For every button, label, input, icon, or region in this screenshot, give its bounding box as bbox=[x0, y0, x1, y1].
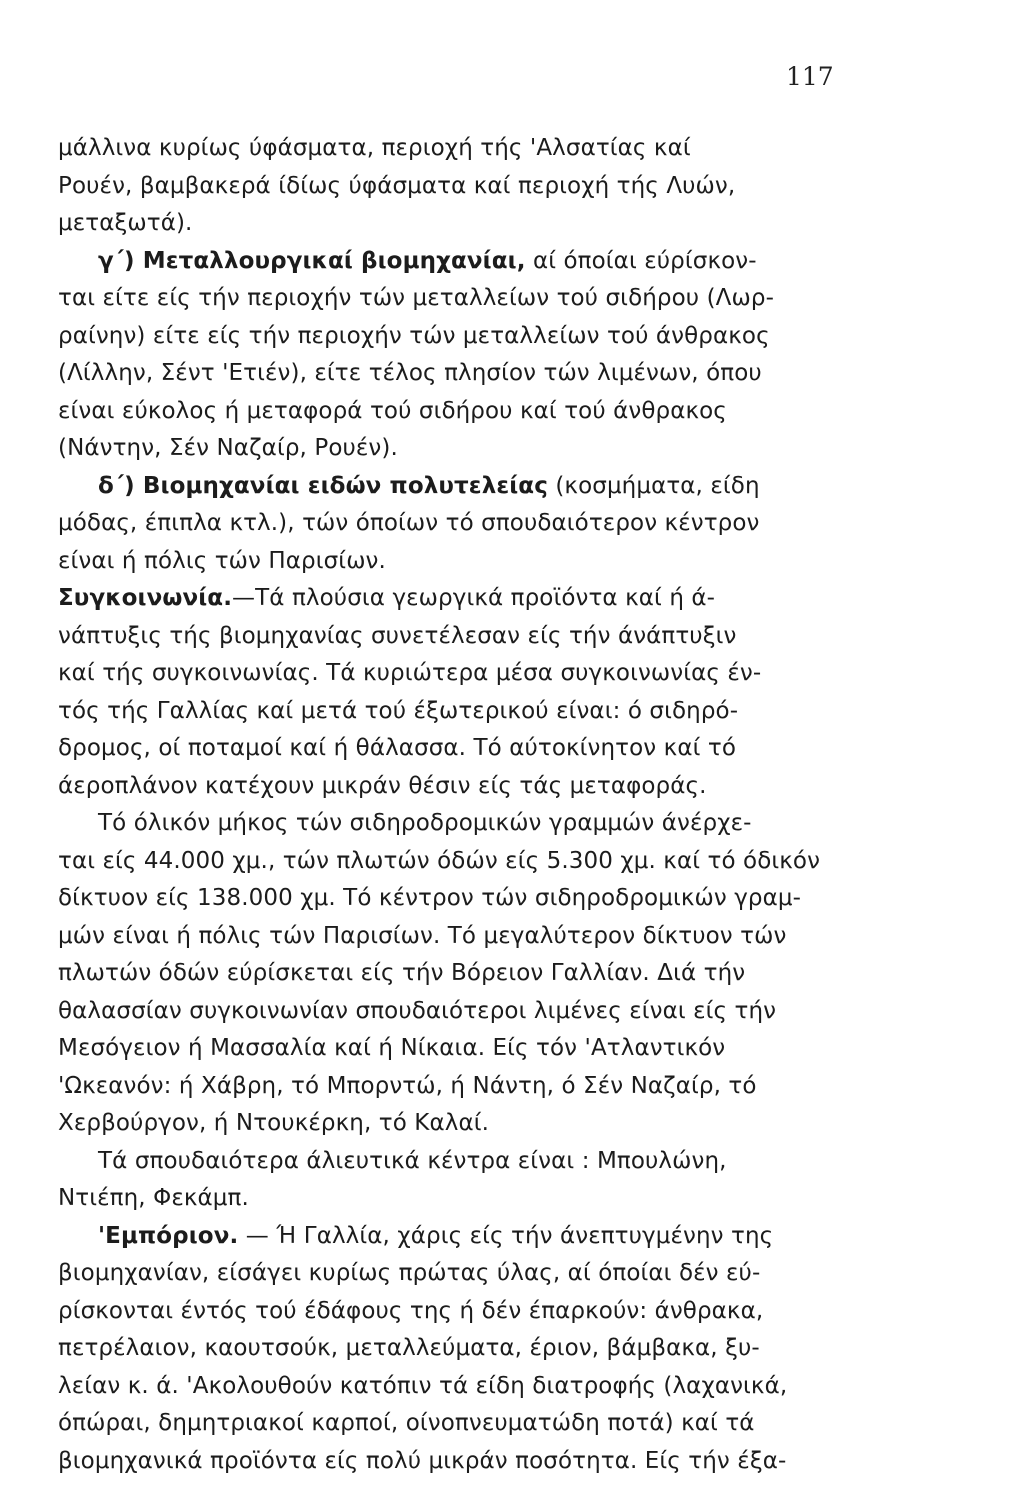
line-text: (κοσμήματα, είδη bbox=[547, 472, 760, 499]
line-text: — Ή Γαλλία, χάρις είς τήν άνεπτυγμένην της bbox=[238, 1222, 774, 1249]
text-line bbox=[58, 1180, 866, 1218]
text-line bbox=[58, 1405, 866, 1443]
line-text: λείαν κ. ά. 'Ακολουθούν κατόπιν τά είδη διατροφής (λαχανικά, bbox=[58, 1372, 788, 1399]
line-text: δίκτυον είς 138.000 χμ. Τό κέντρον τών σιδηροδρομικών γραμ- bbox=[58, 885, 802, 911]
text-line bbox=[58, 468, 866, 506]
bold-heading: 'Εμπόριον. bbox=[98, 1222, 239, 1249]
text-line bbox=[58, 1143, 866, 1181]
text-line bbox=[58, 1255, 866, 1293]
line-text: ται είτε είς τήν περιοχήν τών μεταλλείων τού σιδήρου (Λωρ- bbox=[58, 285, 774, 311]
text-line bbox=[58, 768, 866, 806]
text-line bbox=[58, 1443, 866, 1481]
line-text: μών είναι ή πόλις τών Παρισίων. Τό μεγαλύτερον δίκτυον τών bbox=[58, 922, 787, 949]
line-text: Τό όλικόν μήκος τών σιδηροδρομικών γραμμών άνέρχε- bbox=[98, 810, 752, 836]
text-line bbox=[58, 543, 866, 581]
text-line bbox=[58, 1218, 866, 1256]
line-text: θαλασσίαν συγκοινωνίαν σπουδαιότεροι λιμένες είναι είς τήν bbox=[58, 997, 777, 1024]
line-text: (Λίλλην, Σέντ 'Ετιέν), είτε τέλος πλησίον τών λιμένων, όπου bbox=[58, 360, 762, 386]
line-text: καί τής συγκοινωνίας. Τά κυριώτερα μέσα συγκοινωνίας έν- bbox=[58, 660, 762, 686]
line-text: ρίσκονται έντός τού έδάφους της ή δέν έπαρκούν: άνθρακα, bbox=[58, 1297, 764, 1324]
line-text: Ρουέν, βαμβακερά ίδίως ύφάσματα καί περιοχή τής Λυών, bbox=[58, 172, 736, 199]
text-line bbox=[58, 655, 866, 693]
text-line bbox=[58, 393, 866, 431]
line-text: βιομηχανικά προϊόντα είς πολύ μικράν ποσότητα. Είς τήν έξα- bbox=[58, 1447, 787, 1474]
text-line bbox=[58, 805, 866, 843]
line-text: Χερβούργον, ή Ντουκέρκη, τό Καλαί. bbox=[58, 1110, 489, 1136]
text-line bbox=[58, 1368, 866, 1406]
line-text: ται είς 44.000 χμ., τών πλωτών όδών είς 5.300 χμ. καί τό όδικόν bbox=[58, 847, 821, 874]
text-line bbox=[58, 243, 866, 281]
bold-heading: Συγκοινωνία. bbox=[58, 585, 233, 611]
line-text: μεταξωτά). bbox=[58, 210, 193, 236]
text-line bbox=[58, 168, 866, 206]
text-line bbox=[58, 205, 866, 243]
text-line bbox=[58, 918, 866, 956]
text-line bbox=[58, 430, 866, 468]
text-line bbox=[58, 693, 866, 731]
text-line bbox=[58, 505, 866, 543]
text-line bbox=[58, 880, 866, 918]
line-text: —Τά πλούσια γεωργικά προϊόντα καί ή ά- bbox=[232, 585, 716, 611]
line-text: πετρέλαιον, καουτσούκ, μεταλλεύματα, έριον, βάμβακα, ξυ- bbox=[58, 1335, 760, 1361]
line-text: όπώραι, δημητριακοί καρποί, οίνοπνευματώδη ποτά) καί τά bbox=[58, 1410, 755, 1436]
text-line bbox=[58, 580, 866, 618]
line-text: Μεσόγειον ή Μασσαλία καί ή Νίκαια. Είς τόν 'Ατλαντικόν bbox=[58, 1035, 726, 1061]
text-line bbox=[58, 1068, 866, 1106]
line-text: Ντιέπη, Φεκάμπ. bbox=[58, 1185, 249, 1211]
body-text bbox=[58, 130, 866, 1480]
line-text: 'Ωκεανόν: ή Χάβρη, τό Μπορντώ, ή Νάντη, ό Σέν Ναζαίρ, τό bbox=[58, 1072, 757, 1099]
line-text: νάπτυξις τής βιομηχανίας συνετέλεσαν είς τήν άνάπτυξιν bbox=[58, 622, 737, 649]
text-line bbox=[58, 318, 866, 356]
line-text: βιομηχανίαν, είσάγει κυρίως πρώτας ύλας, αί όποίαι δέν εύ- bbox=[58, 1260, 761, 1286]
text-line bbox=[58, 355, 866, 393]
text-line bbox=[58, 1105, 866, 1143]
text-line bbox=[58, 1030, 866, 1068]
line-text: ραίνην) είτε είς τήν περιοχήν τών μεταλλείων τού άνθρακος bbox=[58, 322, 770, 349]
text-line bbox=[58, 130, 866, 168]
text-line bbox=[58, 843, 866, 881]
text-line bbox=[58, 618, 866, 656]
bold-heading: γ΄) Μεταλλουργικαί βιομηχανίαι, bbox=[98, 247, 526, 274]
line-text: είναι ή πόλις τών Παρισίων. bbox=[58, 547, 386, 574]
line-text: (Νάντην, Σέν Ναζαίρ, Ρουέν). bbox=[58, 435, 398, 461]
text-line bbox=[58, 993, 866, 1031]
line-text: Τά σπουδαιότερα άλιευτικά κέντρα είναι : Μπουλώνη, bbox=[98, 1147, 727, 1174]
text-line bbox=[58, 280, 866, 318]
text-line bbox=[58, 955, 866, 993]
line-text: άεροπλάνον κατέχουν μικράν θέσιν είς τάς μεταφοράς. bbox=[58, 772, 707, 799]
line-text: δρομος, οί ποταμοί καί ή θάλασσα. Τό αύτοκίνητον καί τό bbox=[58, 735, 736, 761]
line-text: τός τής Γαλλίας καί μετά τού έξωτερικού είναι: ό σιδηρό- bbox=[58, 697, 739, 724]
bold-heading: δ΄) Βιομηχανίαι ειδών πολυτελείας bbox=[98, 472, 548, 499]
line-text: είναι εύκολος ή μεταφορά τού σιδήρου καί τού άνθρακος bbox=[58, 397, 727, 424]
page-number: 117 bbox=[786, 62, 834, 91]
line-text: πλωτών όδών εύρίσκεται είς τήν Βόρειον Γαλλίαν. Διά τήν bbox=[58, 960, 746, 986]
line-text: αί όποίαι εύρίσκον- bbox=[525, 247, 757, 274]
line-text: μόδας, έπιπλα κτλ.), τών όποίων τό σπουδαιότερον κέντρον bbox=[58, 510, 760, 536]
text-line bbox=[58, 1293, 866, 1331]
text-line bbox=[58, 1330, 866, 1368]
line-text: μάλλινα κυρίως ύφάσματα, περιοχή τής 'Αλσατίας καί bbox=[58, 135, 691, 161]
text-line bbox=[58, 730, 866, 768]
